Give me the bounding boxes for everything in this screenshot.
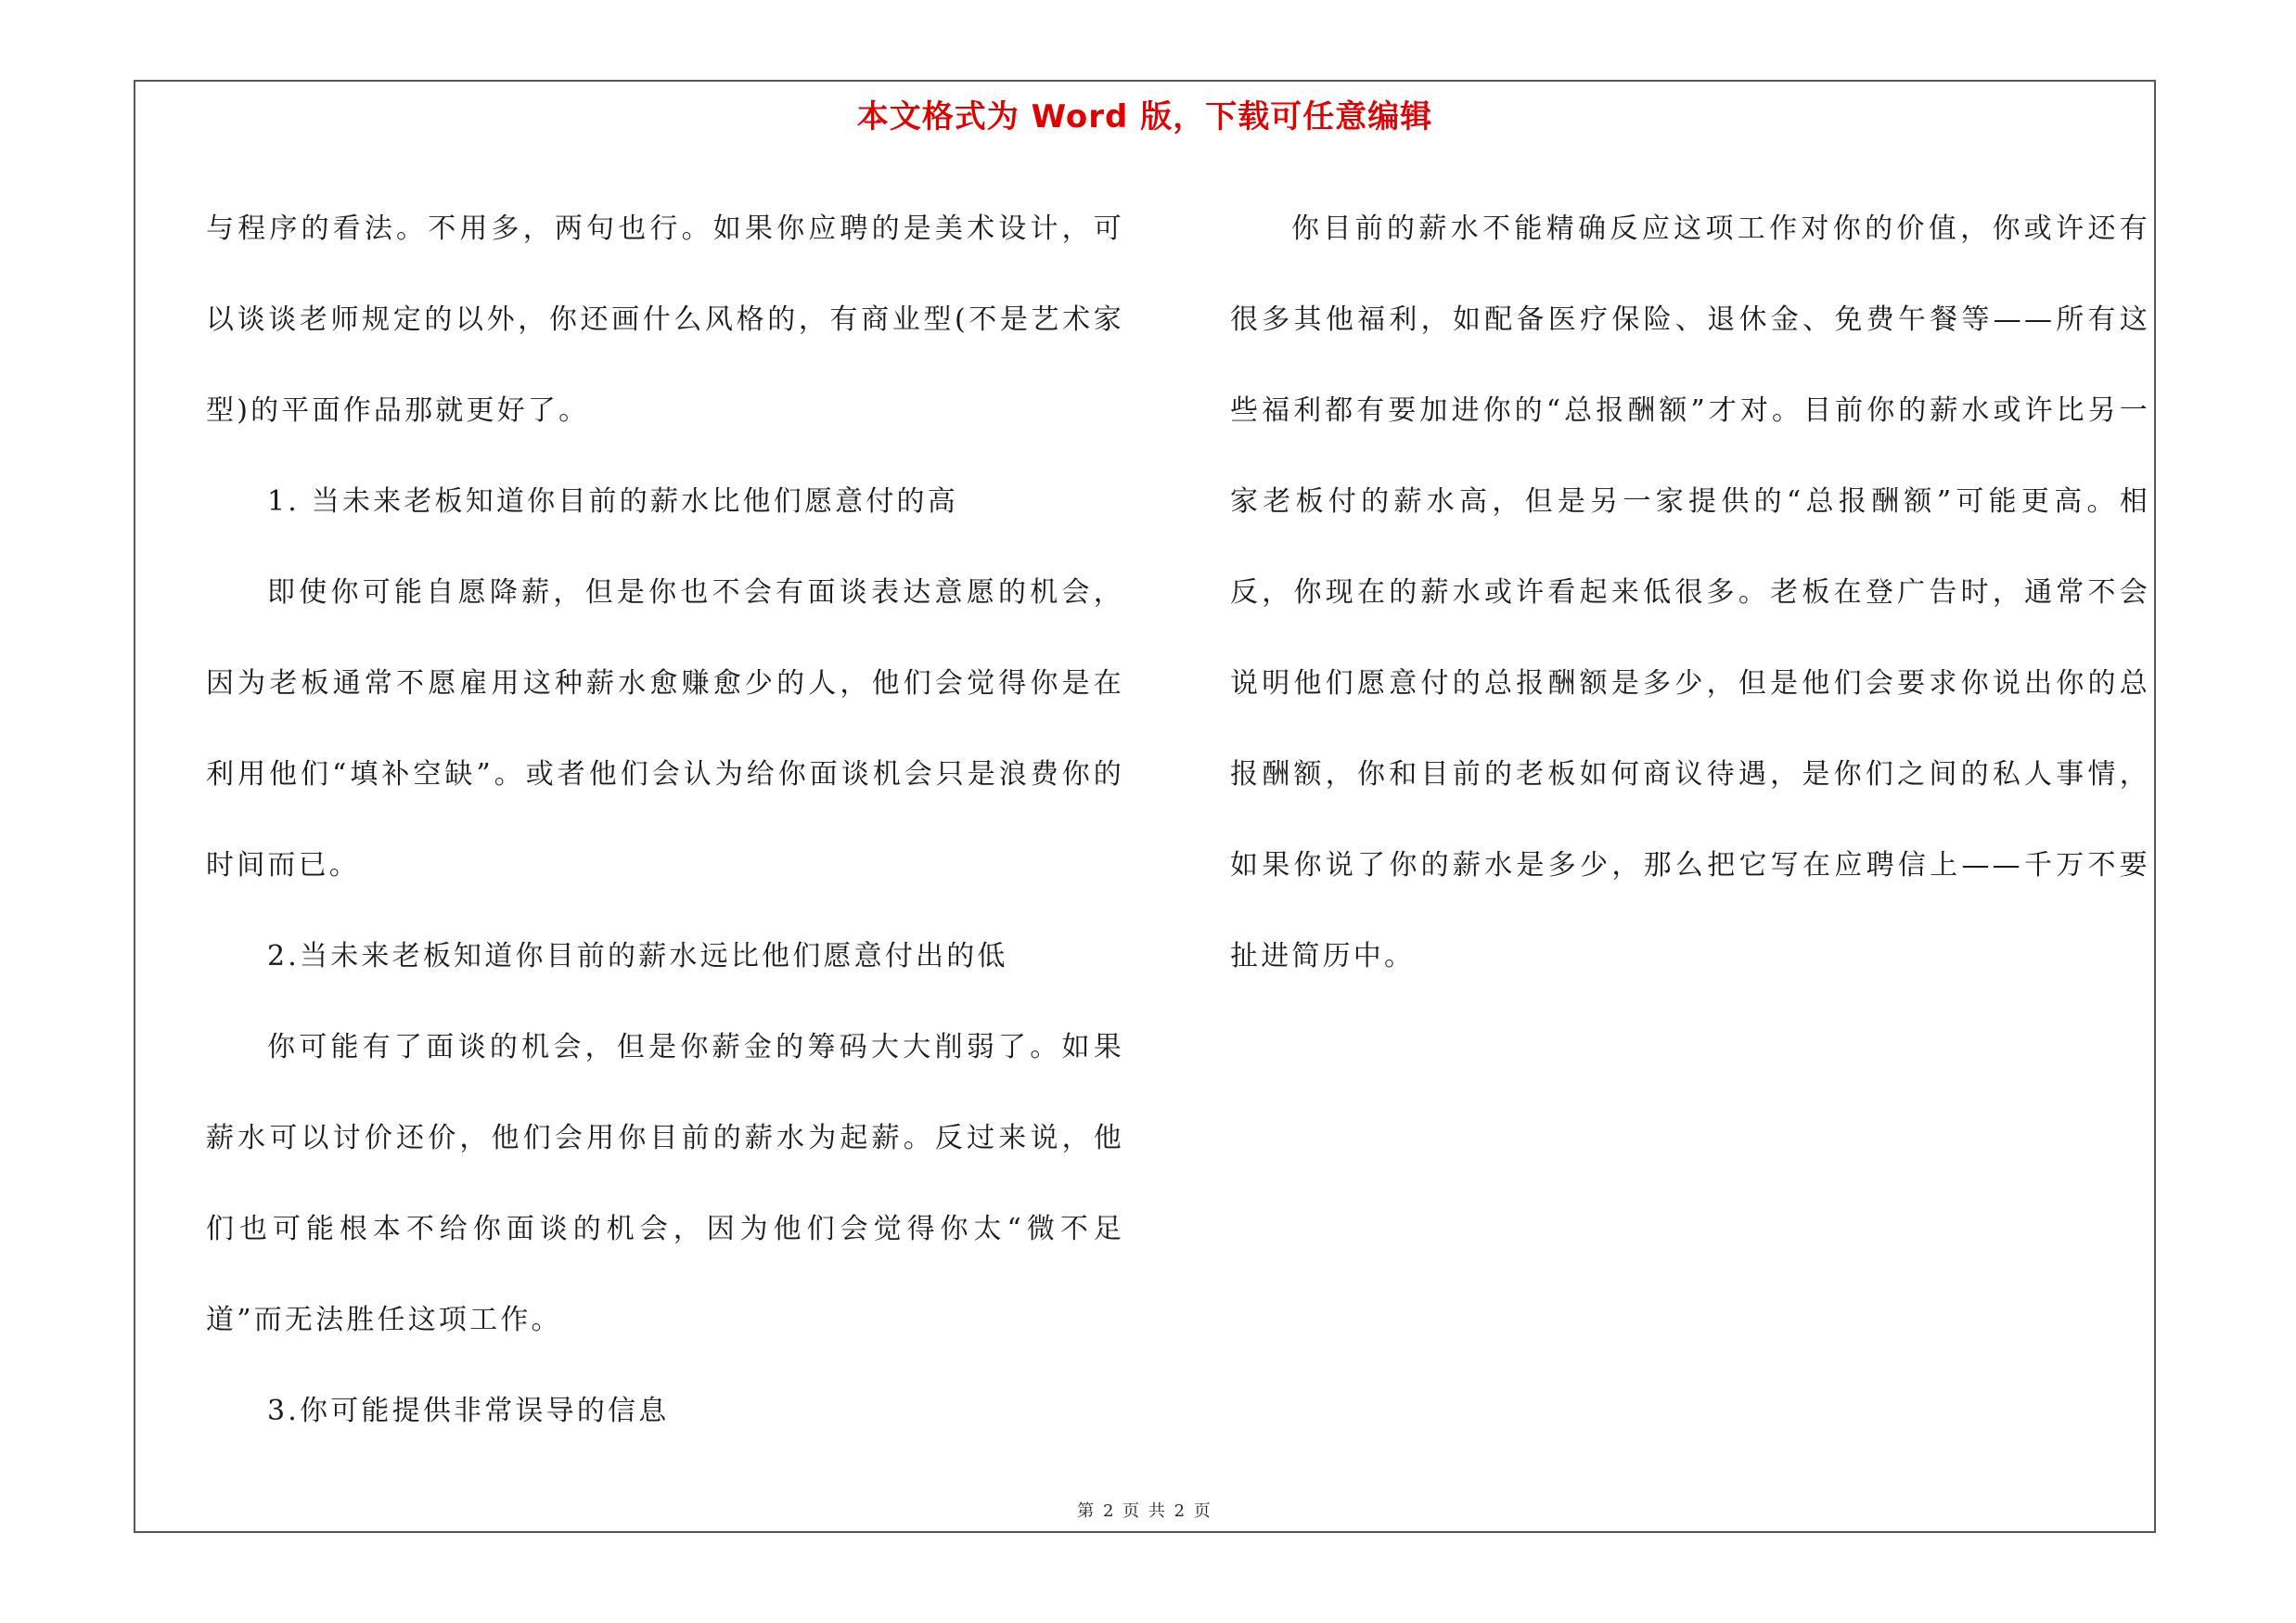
editable-notice-banner: 本文格式为 Word 版，下载可任意编辑 [856,98,1433,135]
right-column [1230,184,2150,1002]
page-frame [134,80,2156,1533]
paragraph-intro-continued: 与程序的看法。不用多，两句也行。如果你应聘的是美术设计，可以谈谈老师规定的以外，你还画什么风格的，有商业型(不是艺术家型)的平面作品那就更好了。 [206,213,1124,427]
paragraph-point-2: 你可能有了面谈的机会，但是你薪金的筹码大大削弱了。如果薪水可以讨价还价，他们会用你目前的薪水为起薪。反过来说，他们也可能根本不给你面谈的机会，因为他们会觉得你太“微不足道”而无法胜任这项工作。 [206,1031,1124,1336]
page-number-footer: 第 2 页 共 2 页 [1077,1501,1212,1521]
paragraph-point-1: 即使你可能自愿降薪，但是你也不会有面谈表达意愿的机会，因为老板通常不愿雇用这种薪水愈赚愈少的人，他们会觉得你是在利用他们“填补空缺”。或者他们会认为给你面谈机会只是浪费你的时间而已。 [206,576,1124,882]
left-column [206,184,1124,1457]
heading-point-2: 2.当未来老板知道你目前的薪水远比他们愿意付出的低 [267,940,1008,973]
heading-point-3: 3.你可能提供非常误导的信息 [267,1395,670,1427]
paragraph-point-3: 你目前的薪水不能精确反应这项工作对你的价值，你或许还有很多其他福利，如配备医疗保险、退休金、免费午餐等——所有这些福利都有要加进你的“总报酬额”才对。目前你的薪水或许比另一家老板付的薪水高，但是另一家提供的“总报酬额”可能更高。相反，你现在的薪水或许看起来低很多。老板在登广告时，通常不会说明他们愿意付的总报酬额是多少，但是他们会要求你说出你的总报酬额，你和目前的老板如何商议待遇，是你们之间的私人事情，如果你说了你的薪水是多少，那么把它写在应聘信上——千万不要扯进简历中。 [1230,213,2150,973]
heading-point-1: 1. 当未来老板知道你目前的薪水比他们愿意付的高 [267,485,958,518]
